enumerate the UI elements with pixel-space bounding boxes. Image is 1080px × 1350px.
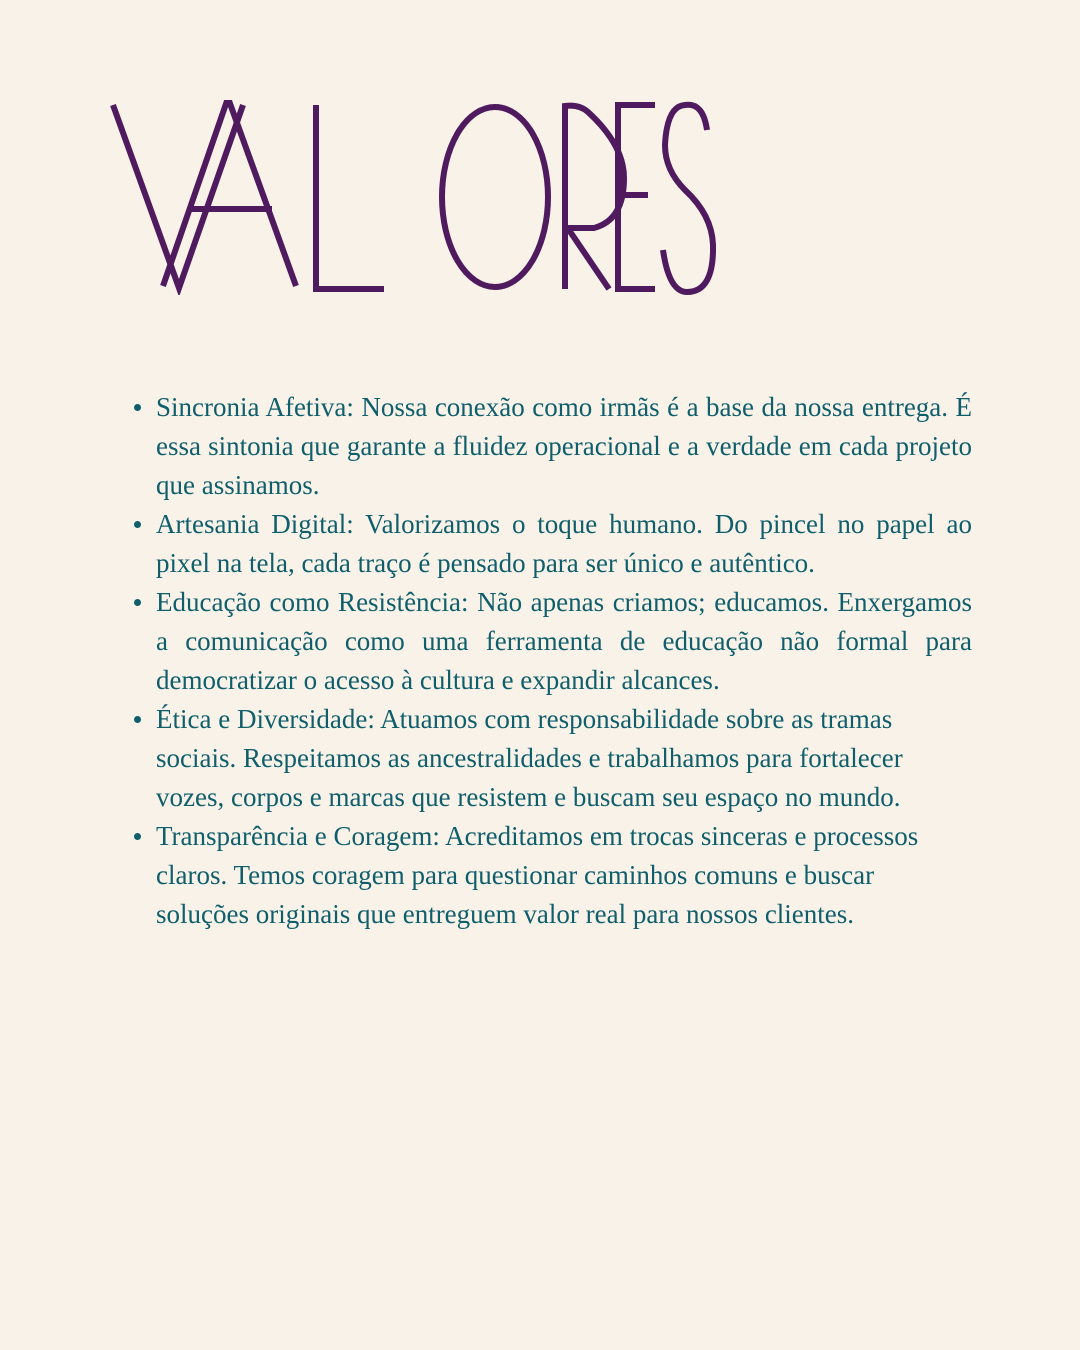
value-text: Educação como Resistência: Não apenas criamos; educamos. Enxergamos a comunicação como uma ferramenta de educação não formal para democratizar o acesso à cultura e expandir alcances. bbox=[156, 587, 972, 695]
letter-s bbox=[663, 105, 713, 292]
value-text: Artesania Digital: Valorizamos o toque humano. Do pincel no papel ao pixel na tela, cada traço é pensado para ser único e autêntico. bbox=[156, 509, 972, 578]
letter-o bbox=[442, 107, 548, 287]
list-item bbox=[156, 505, 972, 583]
bullet-icon bbox=[134, 716, 141, 723]
bullet-icon bbox=[134, 833, 141, 840]
bullet-icon bbox=[134, 404, 141, 411]
values-list bbox=[156, 388, 972, 934]
bullet-icon bbox=[134, 599, 141, 606]
value-text: Transparência e Coragem: Acreditamos em trocas sinceras e processos claros. Temos coragem para questionar caminhos comuns e buscar soluções originais que entreguem valor real para nossos clientes. bbox=[156, 821, 919, 929]
list-item bbox=[156, 700, 972, 817]
letter-a bbox=[163, 100, 296, 286]
bullet-icon bbox=[134, 521, 141, 528]
value-text: Sincronia Afetiva: Nossa conexão como irmãs é a base da nossa entrega. É essa sintonia que garante a fluidez operacional e a verdade em cada projeto que assinamos. bbox=[156, 392, 972, 500]
value-text: Ética e Diversidade: Atuamos com responsabilidade sobre as tramas sociais. Respeitamos as ancestralidades e trabalhamos para fortalecer vozes, corpos e marcas que resistem e buscam seu espaço no mundo. bbox=[156, 704, 903, 812]
list-item bbox=[156, 583, 972, 700]
letter-v bbox=[113, 105, 243, 288]
letter-l bbox=[316, 105, 384, 289]
list-item bbox=[156, 817, 972, 934]
list-item bbox=[156, 388, 972, 505]
page-title bbox=[108, 100, 968, 295]
title-lettering bbox=[108, 100, 968, 295]
